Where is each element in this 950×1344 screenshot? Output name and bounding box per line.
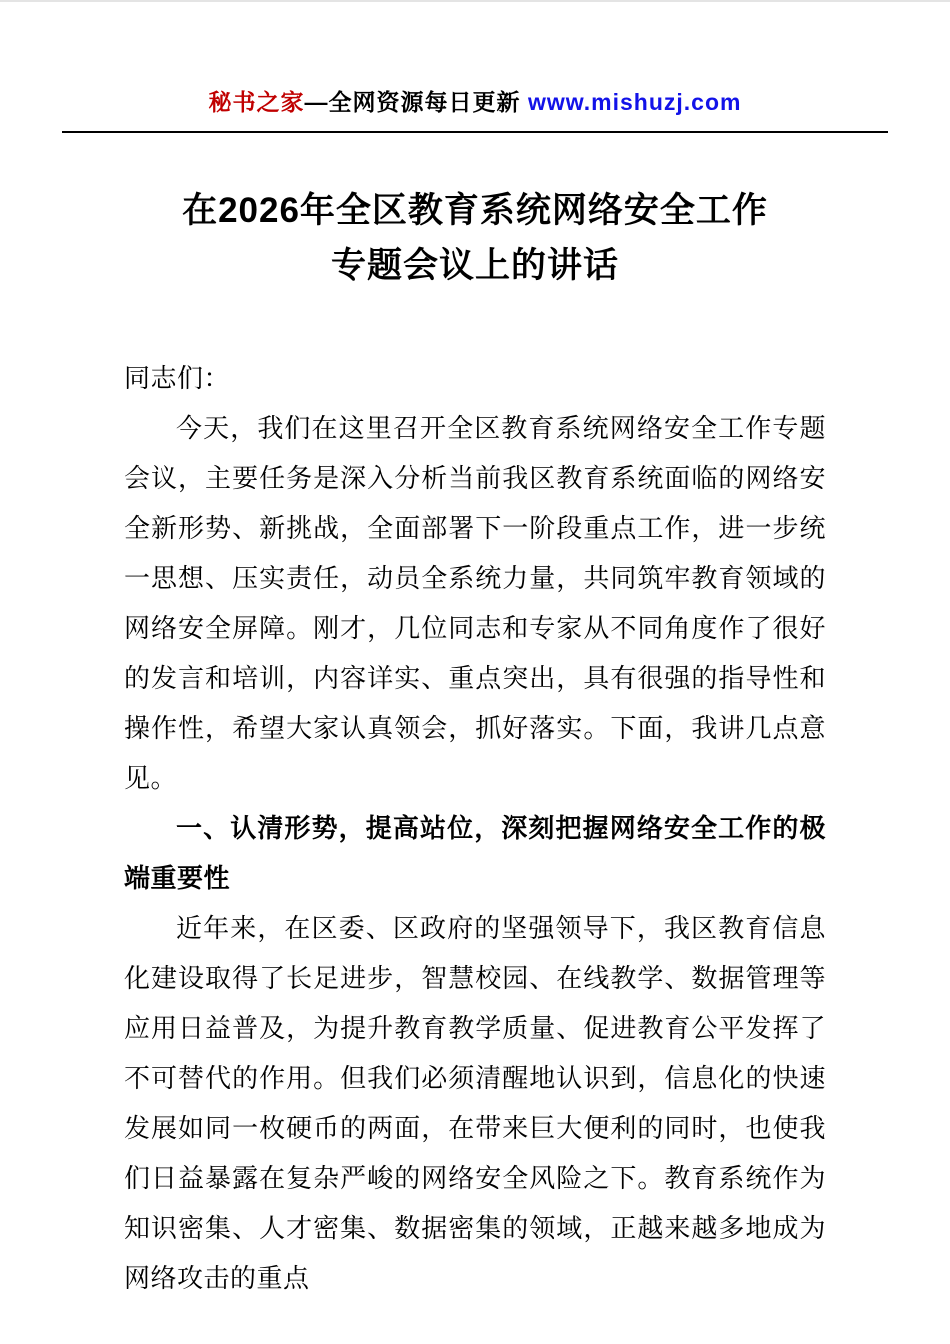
document-title-line1: 在2026年全区教育系统网络安全工作 xyxy=(182,191,768,230)
site-brand: 秘书之家 xyxy=(208,89,305,115)
header-divider xyxy=(62,131,888,133)
document-body xyxy=(124,353,826,1303)
paragraph: 近年来，在区委、区政府的坚强领导下，我区教育信息化建设取得了长足进步，智慧校园、在线教学、数据管理等应用日益普及，为提升教育教学质量、促进教育公平发挥了不可替代的作用。但我们必须清醒地认识到，信息化的快速发展如同一枚硬币的两面，在带来巨大便利的同时，也使我们日益暴露在复杂严峻的网络安全风险之下。教育系统作为知识密集、人才密集、数据密集的领域，正越来越多地成为网络攻击的重点 xyxy=(124,913,826,1293)
salutation: 同志们： xyxy=(124,363,231,393)
site-url-link[interactable]: www.mishuzj.com xyxy=(527,89,742,115)
section-heading: 一、认清形势，提高站位，深刻把握网络安全工作的极端重要性 xyxy=(124,813,826,893)
document-title xyxy=(0,183,950,293)
site-header xyxy=(0,2,950,117)
paragraph: 今天，我们在这里召开全区教育系统网络安全工作专题会议，主要任务是深入分析当前我区教育系统面临的网络安全新形势、新挑战，全面部署下一阶段重点工作，进一步统一思想、压实责任，动员全系统力量，共同筑牢教育领域的网络安全屏障。刚才，几位同志和专家从不同角度作了很好的发言和培训，内容详实、重点突出，具有很强的指导性和操作性，希望大家认真领会，抓好落实。下面，我讲几点意见。 xyxy=(124,413,826,793)
site-tagline: —全网资源每日更新 xyxy=(304,89,528,115)
document-title-line2: 专题会议上的讲话 xyxy=(330,246,619,285)
